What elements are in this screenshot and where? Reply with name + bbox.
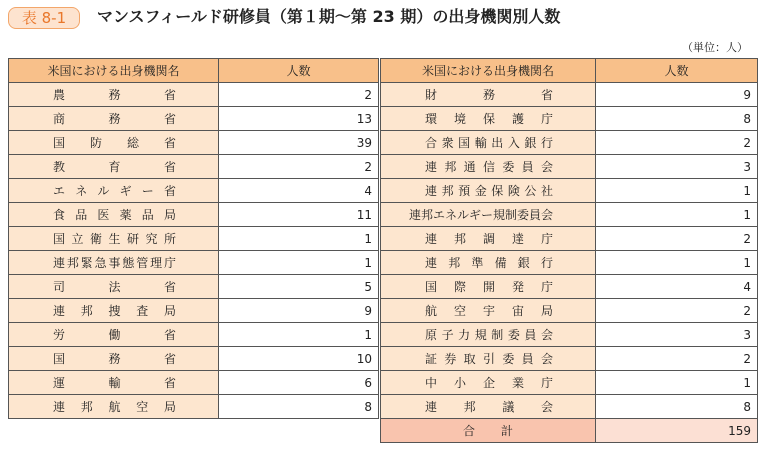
agency-name: 航空宇宙局 — [381, 299, 596, 323]
table-row — [381, 107, 758, 131]
table-number-badge: 表 8-1 — [8, 7, 80, 29]
table-row — [381, 395, 758, 419]
agency-name: 連邦議会 — [381, 395, 596, 419]
agency-name: 合衆国輸出入銀行 — [381, 131, 596, 155]
table-row — [9, 83, 379, 107]
left-table — [8, 58, 379, 419]
agency-name: 国立衛生研究所 — [9, 227, 219, 251]
agency-name: 国防総省 — [9, 131, 219, 155]
agency-count: 2 — [219, 83, 379, 107]
agency-count: 2 — [596, 131, 758, 155]
agency-name: 財務省 — [381, 83, 596, 107]
agency-count: 4 — [219, 179, 379, 203]
agency-count: 1 — [219, 227, 379, 251]
table-row — [9, 227, 379, 251]
agency-count: 1 — [596, 203, 758, 227]
table-row — [381, 323, 758, 347]
table-row — [381, 347, 758, 371]
table-row — [9, 347, 379, 371]
agency-count: 2 — [596, 227, 758, 251]
table-row — [9, 155, 379, 179]
agency-count: 1 — [596, 251, 758, 275]
agency-name: 中小企業庁 — [381, 371, 596, 395]
header-name: 米国における出身機関名 — [381, 59, 596, 83]
agency-count: 3 — [596, 323, 758, 347]
agency-name: 食品医薬品局 — [9, 203, 219, 227]
table-row — [9, 203, 379, 227]
header-count: 人数 — [219, 59, 379, 83]
agency-count: 1 — [596, 179, 758, 203]
table-row — [9, 275, 379, 299]
table-row — [381, 371, 758, 395]
agency-name: 司法省 — [9, 275, 219, 299]
agency-count: 1 — [219, 323, 379, 347]
agency-count: 11 — [219, 203, 379, 227]
agency-count: 8 — [596, 395, 758, 419]
table-row — [381, 131, 758, 155]
table-row — [381, 275, 758, 299]
agency-name: 連邦航空局 — [9, 395, 219, 419]
agency-name: エネルギー省 — [9, 179, 219, 203]
total-count: 159 — [596, 419, 758, 443]
agency-name: 商務省 — [9, 107, 219, 131]
agency-name: 連邦預金保険公社 — [381, 179, 596, 203]
agency-name: 連邦エネルギー規制委員会 — [381, 203, 596, 227]
agency-name: 連邦通信委員会 — [381, 155, 596, 179]
agency-name: 原子力規制委員会 — [381, 323, 596, 347]
agency-name: 連邦準備銀行 — [381, 251, 596, 275]
table-row — [9, 107, 379, 131]
agency-name: 農務省 — [9, 83, 219, 107]
table-row — [9, 299, 379, 323]
agency-name: 運輸省 — [9, 371, 219, 395]
unit-label: （単位：人） — [682, 41, 748, 54]
agency-count: 8 — [596, 107, 758, 131]
table-row — [9, 395, 379, 419]
table-row — [381, 203, 758, 227]
agency-name: 証券取引委員会 — [381, 347, 596, 371]
table-row — [381, 155, 758, 179]
agency-count: 6 — [219, 371, 379, 395]
agency-count: 2 — [596, 299, 758, 323]
table-row — [381, 227, 758, 251]
agency-name: 連邦捜査局 — [9, 299, 219, 323]
agency-name: 連邦調達庁 — [381, 227, 596, 251]
agency-count: 8 — [219, 395, 379, 419]
agency-name: 国務省 — [9, 347, 219, 371]
agency-name: 国際開発庁 — [381, 275, 596, 299]
table-row — [9, 179, 379, 203]
agency-count: 2 — [596, 347, 758, 371]
header-name: 米国における出身機関名 — [9, 59, 219, 83]
table-row — [381, 299, 758, 323]
page-title: マンスフィールド研修員（第１期～第 23 期）の出身機関別人数 — [97, 7, 561, 26]
agency-count: 13 — [219, 107, 379, 131]
agency-name: 労働省 — [9, 323, 219, 347]
agency-name: 教育省 — [9, 155, 219, 179]
right-table — [380, 58, 758, 443]
agency-count: 9 — [596, 83, 758, 107]
table-row — [9, 371, 379, 395]
agency-count: 1 — [596, 371, 758, 395]
agency-name: 連邦緊急事態管理庁 — [9, 251, 219, 275]
table-row — [381, 179, 758, 203]
agency-count: 1 — [219, 251, 379, 275]
agency-count: 2 — [219, 155, 379, 179]
table-row — [9, 251, 379, 275]
table-row — [381, 83, 758, 107]
agency-count: 5 — [219, 275, 379, 299]
agency-count: 4 — [596, 275, 758, 299]
table-row — [9, 323, 379, 347]
agency-count: 9 — [219, 299, 379, 323]
header-count: 人数 — [596, 59, 758, 83]
agency-count: 10 — [219, 347, 379, 371]
agency-count: 39 — [219, 131, 379, 155]
table-row — [9, 131, 379, 155]
table-row — [381, 251, 758, 275]
agency-count: 3 — [596, 155, 758, 179]
agency-name: 環境保護庁 — [381, 107, 596, 131]
total-label: 合計 — [381, 419, 596, 443]
total-row — [381, 419, 758, 443]
